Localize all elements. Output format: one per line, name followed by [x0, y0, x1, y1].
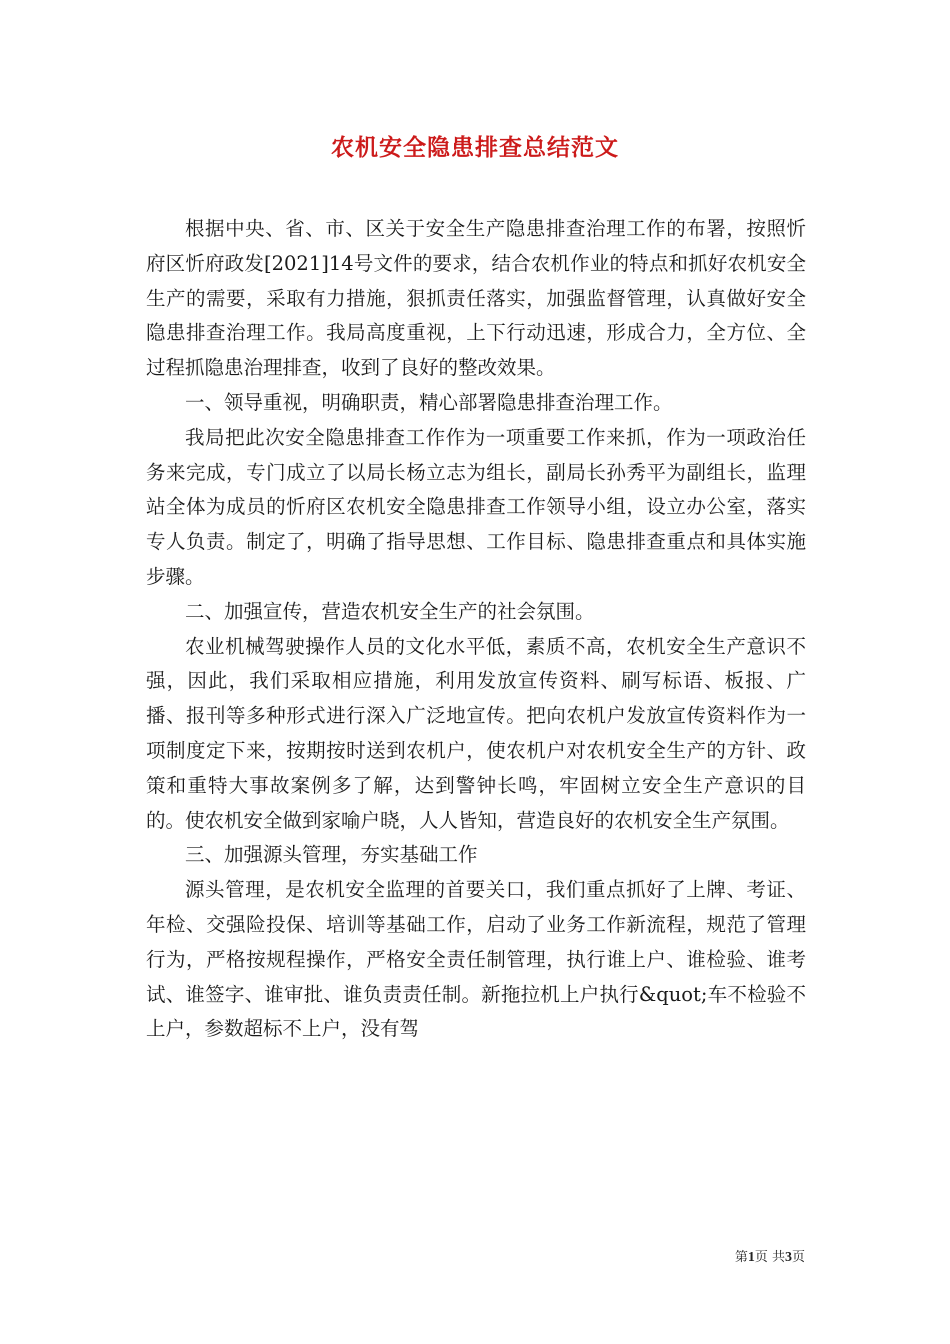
section-heading-2: 二、加强宣传，营造农机安全生产的社会氛围。	[185, 599, 595, 623]
footer-total-pages: 3	[784, 1250, 792, 1265]
section-heading-3: 三、加强源头管理，夯实基础工作	[185, 843, 478, 867]
document-body	[146, 212, 806, 1047]
paragraph-section-3: 源头管理，是农机安全监理的首要关口，我们重点抓好了上牌、考证、年检、交强险投保、培训等基础工作，启动了业务工作新流程，规范了管理行为，严格按规程操作，严格安全责任制管理，执行谁上户、谁检验、谁考试、谁签字、谁审批、谁负责责任制。新拖拉机上户执行&quot;车不检验不上户，参数超标不上户，没有驾	[146, 878, 806, 1041]
document-title: 农机安全隐患排查总结范文	[331, 134, 619, 161]
page-number-footer	[735, 1248, 805, 1268]
paragraph-section-1: 我局把此次安全隐患排查工作作为一项重要工作来抓，作为一项政治任务来完成，专门成立了以局长杨立志为组长，副局长孙秀平为副组长，监理站全体为成员的忻府区农机安全隐患排查工作领导小组，设立办公室，落实专人负责。制定了，明确了指导思想、工作目标、隐患排查重点和具体实施步骤。	[146, 425, 806, 588]
footer-prefix: 第	[734, 1250, 748, 1265]
footer-suffix: 页	[791, 1250, 805, 1265]
paragraph-section-2: 农业机械驾驶操作人员的文化水平低，素质不高，农机安全生产意识不强，因此，我们采取相应措施，利用发放宣传资料、刷写标语、板报、广播、报刊等多种形式进行深入广泛地宣传。把向农机户发放宣传资料作为一项制度定下来，按期按时送到农机户，使农机户对农机安全生产的方针、政策和重特大事故案例多了解，达到警钟长鸣，牢固树立安全生产意识的目的。使农机安全做到家喻户晓，人人皆知，营造良好的农机安全生产氛围。	[146, 634, 806, 832]
footer-current-page: 1	[747, 1250, 755, 1265]
section-heading-1: 一、领导重视，明确职责，精心部署隐患排查治理工作。	[185, 390, 673, 414]
footer-middle: 页 共	[754, 1250, 785, 1265]
paragraph-intro: 根据中央、省、市、区关于安全生产隐患排查治理工作的布署，按照忻府区忻府政发[2021]14号文件的要求，结合农机作业的特点和抓好农机安全生产的需要，采取有力措施，狠抓责任落实，加强监督管理，认真做好安全隐患排查治理工作。我局高度重视，上下行动迅速，形成合力，全方位、全过程抓隐患治理排查，收到了良好的整改效果。	[146, 217, 806, 380]
